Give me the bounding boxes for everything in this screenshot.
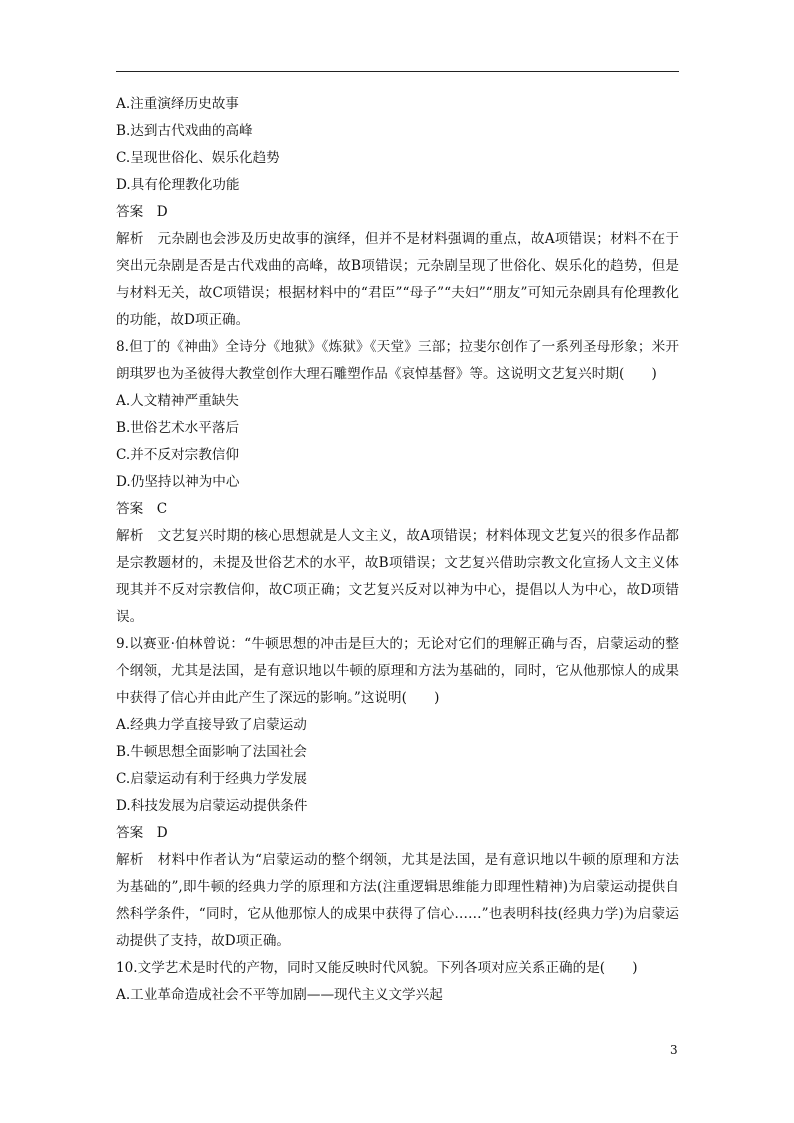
option-d: D.科技发展为启蒙运动提供条件 — [116, 798, 308, 814]
page-number: 3 — [670, 1043, 678, 1057]
option-c: C.启蒙运动有利于经典力学发展 — [116, 771, 307, 787]
option-a: A.经典力学直接导致了启蒙运动 — [116, 717, 307, 733]
option-a: A.人文精神严重缺失 — [116, 393, 239, 409]
option-a: A.工业革命造成社会不平等加剧——现代主义文学兴起 — [116, 987, 443, 1003]
option-b: B.达到古代戏曲的高峰 — [116, 123, 253, 139]
answer: 答案 D — [116, 825, 168, 841]
option-d: D.具有伦理教化功能 — [116, 177, 240, 193]
option-c: C.呈现世俗化、娱乐化趋势 — [116, 150, 280, 166]
analysis: 解析 元杂剧也会涉及历史故事的演绎，但并不是材料强调的重点，故A项错误；材料不在于突出元杂剧是否是古代戏曲的高峰，故B项错误；元杂剧呈现了世俗化、娱乐化的趋势，但是与材料无关，故C项错误；根据材料中的“君臣”“母子”“夫妇”“朋友”可知元杂剧具有伦理教化的功能，故D项正确。 — [116, 231, 679, 328]
option-d: D.仍坚持以神为中心 — [116, 474, 240, 490]
document-body — [116, 91, 679, 1009]
option-b: B.牛顿思想全面影响了法国社会 — [116, 744, 308, 760]
option-a: A.注重演绎历史故事 — [116, 96, 239, 112]
question-9-stem: 9.以赛亚·伯林曾说：“牛顿思想的冲击是巨大的；无论对它们的理解正确与否，启蒙运动的整个纲领，尤其是法国，是有意识地以牛顿的原理和方法为基础的，同时，它从他那惊人的成果中获得了信心并由此产生了深远的影响。”这说明( ) — [116, 636, 679, 706]
question-10-stem: 10.文学艺术是时代的产物，同时又能反映时代风貌。下列各项对应关系正确的是( ) — [116, 960, 638, 976]
analysis: 解析 材料中作者认为“启蒙运动的整个纲领，尤其是法国，是有意识地以牛顿的原理和方法为基础的”,即牛顿的经典力学的原理和方法(注重逻辑思维能力即理性精神)为启蒙运动提供自然科学条件，“同时，它从他那惊人的成果中获得了信心……”也表明科技(经典力学)为启蒙运动提供了支持，故D项正确。 — [116, 852, 679, 949]
option-c: C.并不反对宗教信仰 — [116, 447, 239, 463]
question-8-stem: 8.但丁的《神曲》全诗分《地狱》《炼狱》《天堂》三部；拉斐尔创作了一系列圣母形象；米开朗琪罗也为圣彼得大教堂创作大理石雕塑作品《哀悼基督》等。这说明文艺复兴时期( ) — [116, 339, 679, 382]
option-b: B.世俗艺术水平落后 — [116, 420, 240, 436]
answer: 答案 D — [116, 204, 168, 220]
answer: 答案 C — [116, 501, 168, 517]
analysis: 解析 文艺复兴时期的核心思想就是人文主义，故A项错误；材料体现文艺复兴的很多作品都是宗教题材的，未提及世俗艺术的水平，故B项错误；文艺复兴借助宗教文化宣扬人文主义体现其并不反对宗教信仰，故C项正确；文艺复兴反对以神为中心，提倡以人为中心，故D项错误。 — [116, 528, 679, 625]
header-rule — [116, 71, 679, 72]
